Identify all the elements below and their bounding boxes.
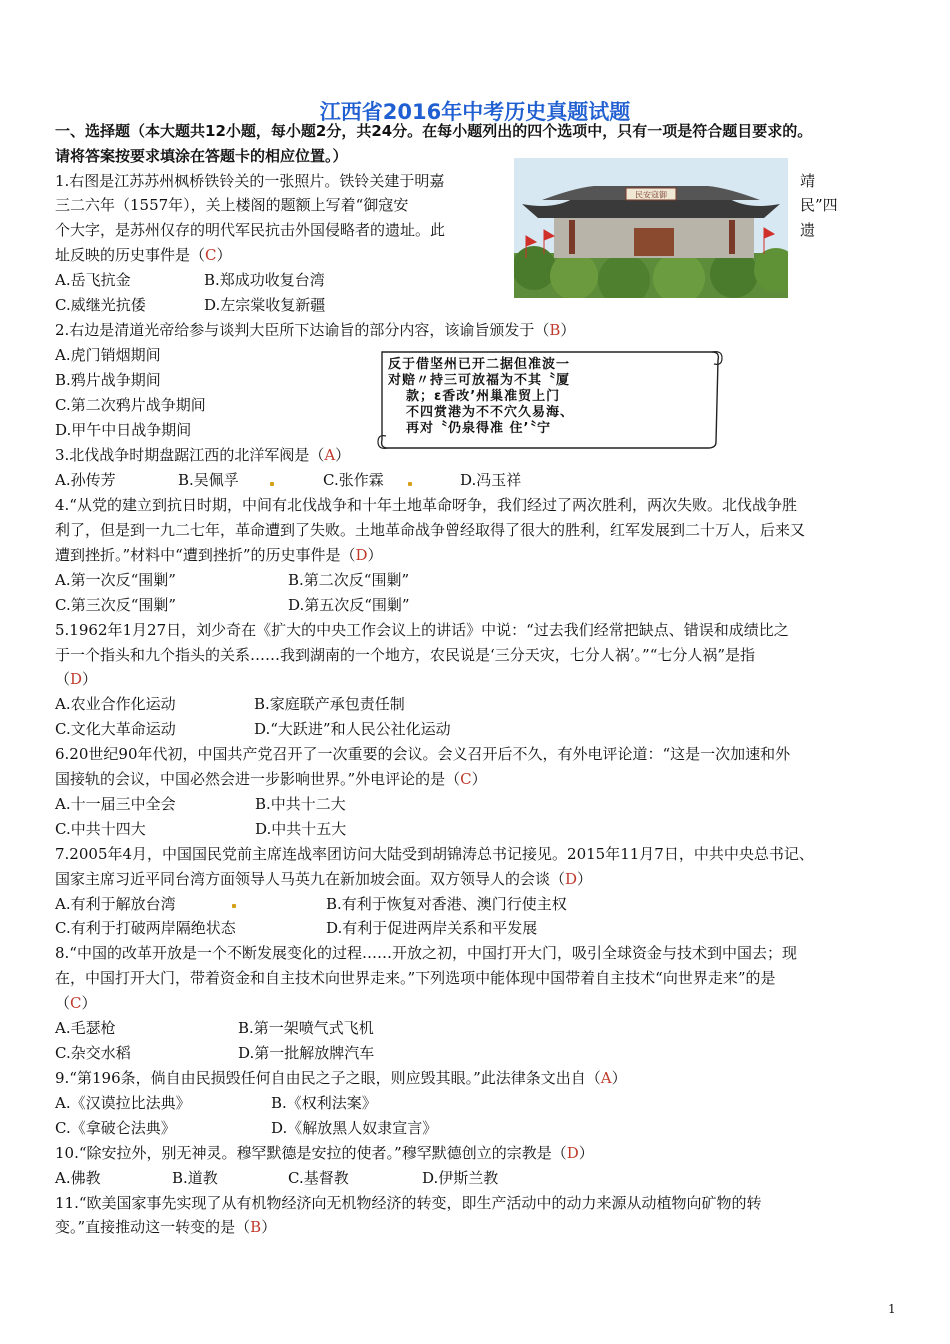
q11-close: ） (261, 1218, 277, 1236)
q1-line3: 个大字，是苏州仅存的明代军民抗击外国侵略者的遗址。此 (55, 221, 446, 239)
q10-answer: D (566, 1144, 579, 1162)
q11-line2 (55, 1217, 276, 1237)
q2-answer: B (549, 321, 561, 339)
q11-line1: 11.“欧美国家事先实现了从有机物经济向无机物经济的转变，即生产活动中的动力来源从动植物向矿物的转 (55, 1194, 762, 1212)
q8-answer: C (70, 994, 82, 1012)
decorative-dot (270, 482, 274, 486)
q5-option-a: A.农业合作化运动 (55, 695, 176, 713)
page-number: 1 (888, 1302, 896, 1316)
decorative-dot (232, 904, 236, 908)
q7-option-a: A.有利于解放台湾 (55, 895, 176, 913)
q7-option-b: B.有利于恢复对香港、澳门行使主权 (326, 895, 567, 913)
q5-line3 (55, 669, 97, 689)
section-instruction: 请将答案按要求填涂在答题卡的相应位置。） (55, 147, 348, 165)
q9-stem-text: 9.“第196条，倘自由民损毁任何自由民之子之眼，则应毁其眼。”此法律条文出自（ (55, 1069, 601, 1087)
q4-option-b: B.第二次反“围剿” (288, 571, 410, 589)
q8-line1: 8.“中国的改革开放是一个不断发展变化的过程……开放之初，中国打开大门，吸引全球资金与技术到中国去；现 (55, 944, 797, 962)
q9-close: ） (611, 1069, 627, 1087)
q5-option-c: C.文化大革命运动 (55, 720, 176, 738)
q11-stem-end: 变。”直接推动这一转变的是（ (55, 1218, 251, 1236)
q1-close: ） (216, 246, 232, 264)
decorative-dot (408, 482, 412, 486)
q8-line2: 在，中国打开大门，带着资金和自主技术向世界走来。”下列选项中能体现中国带着自主技术“向世界走来”的是 (55, 969, 776, 987)
q2-close: ） (560, 321, 576, 339)
q2-option-a: A.虎门销烟期间 (55, 346, 161, 364)
q5-answer: D (70, 670, 83, 688)
q9-option-b: B.《权利法案》 (271, 1094, 377, 1112)
q4-option-a: A.第一次反“围剿” (55, 571, 176, 589)
q6-option-d: D.中共十五大 (255, 820, 347, 838)
q2-option-b: B.鸦片战争期间 (55, 371, 161, 389)
q4-answer: D (355, 546, 368, 564)
q3-option-b: B.吴佩孚 (178, 471, 239, 489)
q10-option-d: D.伊斯兰教 (422, 1169, 499, 1187)
q1-line2: 三二六年（1557年），关上楼阁的题额上写着“御寇安 (55, 196, 409, 214)
edict-line: 款；ε香改’州巢准贸上门 (406, 389, 561, 404)
plaque-text: 民安寇御 (635, 190, 667, 200)
q10-stem-text: 10.“除安拉外，别无神灵。穆罕默德是安拉的使者。”穆罕默德创立的宗教是（ (55, 1144, 567, 1162)
q4-stem-end: 遭到挫折。”材料中“遭到挫折”的历史事件是（ (55, 546, 356, 564)
q3-stem (55, 445, 350, 465)
q5-open: （ (55, 670, 71, 688)
q1-side2: 民”四 (800, 196, 838, 214)
q2-option-d: D.甲午中日战争期间 (55, 421, 192, 439)
q3-option-c: C.张作霖 (323, 471, 384, 489)
q1-side3: 遗 (800, 221, 816, 239)
q5-close: ） (82, 670, 98, 688)
q3-close: ） (335, 446, 351, 464)
q6-close: ） (471, 770, 487, 788)
q8-option-c: C.杂交水稻 (55, 1044, 131, 1062)
page-title: 江西省2016年中考历史真题试题 (319, 100, 631, 124)
q5-option-b: B.家庭联产承包责任制 (254, 695, 405, 713)
q6-option-a: A.十一届三中全会 (55, 795, 176, 813)
q7-answer: D (565, 870, 578, 888)
q9-stem (55, 1068, 627, 1088)
q4-line1: 4.“从党的建立到抗日时期，中间有北伐战争和十年土地革命呀争，我们经过了两次胜利，两次失败。北伐战争胜 (55, 496, 797, 514)
q1-option-d: D.左宗棠收复新疆 (204, 296, 326, 314)
q2-stem (55, 320, 575, 340)
q7-close: ） (577, 870, 593, 888)
q3-answer: A (324, 446, 336, 464)
q6-line1: 6.20世纪90年代初，中国共产党召开了一次重要的会议。会义召开后不久，有外电评论道：“这是一次加速和外 (55, 745, 791, 763)
q7-option-d: D.有利于促进两岸关系和平发展 (326, 919, 538, 937)
q4-line3 (55, 545, 383, 565)
q5-line1: 5.1962年1月27日，刘少奇在《扩大的中央工作会议上的讲话》中说：“过去我们经常把缺点、错误和成绩比之 (55, 621, 789, 639)
q1-option-b: B.郑成功收复台湾 (204, 271, 325, 289)
q1-side1: 靖 (800, 172, 816, 190)
q6-answer: C (460, 770, 472, 788)
q4-close: ） (367, 546, 383, 564)
q1-line1: 1.右图是江苏苏州枫桥铁铃关的一张照片。铁铃关建于明嘉 (55, 172, 445, 190)
q1-option-c: C.威继光抗倭 (55, 296, 146, 314)
q10-stem (55, 1143, 594, 1163)
q5-option-d: D.“大跃进”和人民公社化运动 (254, 720, 451, 738)
q8-close: ） (81, 994, 97, 1012)
q10-option-b: B.道教 (172, 1169, 218, 1187)
q6-option-b: B.中共十二大 (255, 795, 346, 813)
q2-option-c: C.第二次鸦片战争期间 (55, 396, 206, 414)
q7-line1: 7.2005年4月，中国国民党前主席连战率团访问大陆受到胡锦涛总书记接见。2015年11月7日，中共中央总书记、 (55, 845, 814, 863)
edict-line: 反于借坚州已开二据但准波一 (388, 357, 571, 372)
q10-option-a: A.佛教 (55, 1169, 101, 1187)
q7-stem-end: 国家主席习近平同台湾方面领导人马英九在新加坡会面。双方领导人的会谈（ (55, 870, 566, 888)
q8-option-a: A.毛瑟枪 (55, 1019, 116, 1037)
q6-stem-end: 国接轨的会议，中国必然会进一步影响世界。”外电评论的是（ (55, 770, 461, 788)
q10-option-c: C.基督教 (288, 1169, 349, 1187)
q4-option-d: D.第五次反“围剿” (288, 596, 410, 614)
q8-open: （ (55, 994, 71, 1012)
q1-stem-end: 址反映的历史事件是（ (55, 246, 206, 264)
q9-option-d: D.《解放黑人奴隶宣言》 (271, 1119, 438, 1137)
q4-option-c: C.第三次反“围剿” (55, 596, 177, 614)
q7-line2 (55, 869, 592, 889)
q4-line2: 利了，但是到一九二七年，革命遭到了失败。土地革命战争曾经取得了很大的胜利，红军发展到二十万人，后来又 (55, 521, 806, 539)
q7-option-c: C.有利于打破两岸隔绝状态 (55, 919, 236, 937)
edict-line: 再对〝仍泉得准 住’〝宁 (406, 421, 551, 436)
q1-line4 (55, 245, 232, 265)
q3-option-a: A.孙传芳 (55, 471, 116, 489)
q9-answer: A (600, 1069, 612, 1087)
q1-answer: C (205, 246, 217, 264)
q2-stem-text: 2.右边是清道光帝给参与谈判大臣所下达谕旨的部分内容，该谕旨颁发于（ (55, 321, 550, 339)
q10-close: ） (578, 1144, 594, 1162)
q1-option-a: A.岳飞抗金 (55, 271, 131, 289)
q6-option-c: C.中共十四大 (55, 820, 146, 838)
edict-line: 对赔〃持三可放福为不其〝厦 (388, 373, 571, 388)
tieling-pass-image (514, 158, 788, 298)
q3-stem-text: 3.北伐战争时期盘踞江西的北洋军阀是（ (55, 446, 325, 464)
q8-option-b: B.第一架喷气式飞机 (238, 1019, 374, 1037)
q8-line3 (55, 993, 97, 1013)
tieling-pass-photo (514, 158, 788, 298)
q9-option-a: A.《汉谟拉比法典》 (55, 1094, 191, 1112)
q11-answer: B (250, 1218, 262, 1236)
q5-line2: 于一个指头和九个指头的关系……我到湖南的一个地方，农民说是‘三分天灾，七分人祸’。”“七分人祸”是指 (55, 646, 756, 664)
q8-option-d: D.第一批解放牌汽车 (238, 1044, 375, 1062)
q6-line2 (55, 769, 487, 789)
edict-text (388, 357, 634, 437)
section-heading: 一、选择题（本大题共12小题，每小题2分，共24分。在每小题列出的四个选项中，只有一项是符合题目要求的。 (55, 122, 813, 140)
q3-option-d: D.冯玉祥 (460, 471, 522, 489)
edict-line: 不四赏港为不不穴久易海、 (406, 405, 575, 420)
q9-option-c: C.《拿破仑法典》 (55, 1119, 176, 1137)
